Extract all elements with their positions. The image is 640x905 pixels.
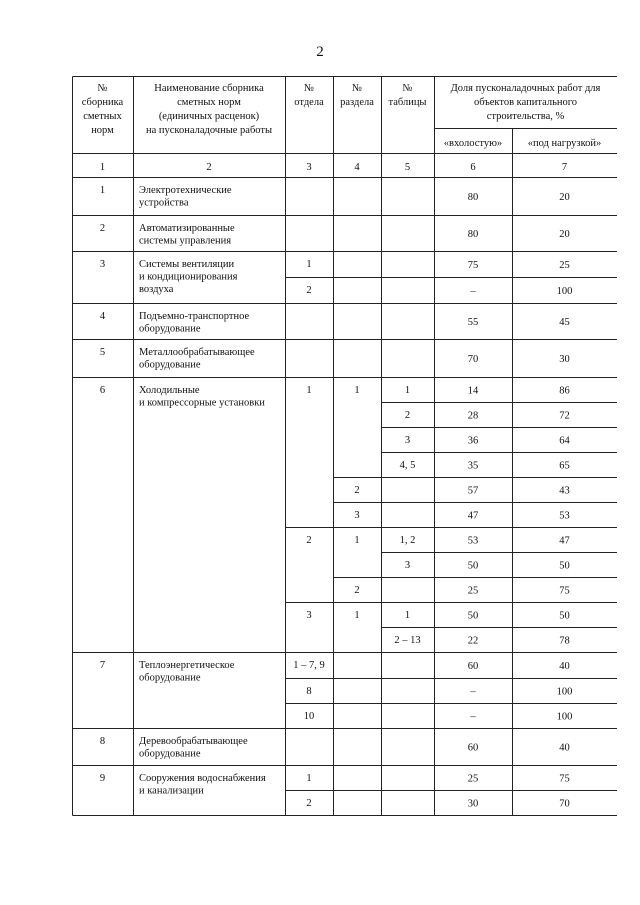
- share-under-load: 20: [559, 192, 570, 203]
- share-under-load: 40: [559, 661, 570, 672]
- collection-name: Подъемно-транспортное: [139, 311, 250, 322]
- share-under-load: 45: [559, 317, 570, 328]
- collection-name: оборудование: [139, 672, 201, 684]
- collection-number: 6: [99, 385, 106, 396]
- header-department-number: №: [303, 83, 315, 94]
- share-under-load: 65: [559, 460, 570, 472]
- share-under-load: 40: [559, 742, 570, 754]
- share-under-load: 78: [559, 635, 570, 647]
- collection-number: 8: [99, 736, 106, 747]
- header-collection-number: сметных: [83, 111, 122, 122]
- share-under-load: 30: [559, 354, 570, 365]
- header-section-number: раздела: [340, 97, 374, 108]
- share-under-load: 100: [556, 711, 573, 723]
- column-number: 5: [404, 162, 411, 173]
- column-number: 3: [306, 162, 312, 173]
- header-collection-name: на пусконаладочные работы: [145, 125, 273, 136]
- collection-name: воздуха: [139, 284, 174, 295]
- section-number: 1: [354, 535, 360, 546]
- share-under-load: 72: [559, 410, 570, 422]
- header-collection-name: сметных норм: [177, 97, 241, 108]
- table-number: 1, 2: [399, 535, 416, 546]
- department-number: 2: [306, 535, 312, 546]
- page-number: 2: [316, 44, 324, 60]
- share-under-load: 47: [559, 535, 570, 547]
- collection-name: Деревообрабатывающее: [139, 736, 248, 747]
- share-idle: 53: [467, 535, 479, 547]
- department-number: 1: [306, 385, 312, 396]
- share-idle: 47: [467, 510, 479, 522]
- share-idle: 25: [467, 585, 479, 597]
- collection-number: 3: [99, 259, 106, 270]
- share-idle: 35: [467, 460, 479, 472]
- share-under-load: 75: [559, 773, 570, 785]
- table-number: 2: [404, 410, 411, 421]
- department-number: 2: [306, 285, 312, 296]
- department-number: 2: [306, 798, 312, 809]
- share-idle: 25: [467, 773, 479, 785]
- share-under-load: 86: [559, 385, 570, 397]
- share-idle: 14: [467, 385, 479, 397]
- share-under-load: 25: [559, 260, 570, 271]
- header-collection-name: (единичных расценок): [158, 111, 260, 122]
- share-idle: 30: [467, 798, 479, 810]
- column-number: 2: [206, 162, 212, 173]
- share-under-load: 100: [556, 286, 573, 297]
- collection-name: Металлообрабатывающее: [139, 347, 255, 358]
- collection-name: устройства: [139, 197, 189, 209]
- share-idle: 75: [467, 260, 479, 271]
- share-idle: 80: [467, 192, 479, 203]
- table-number: 3: [404, 435, 411, 446]
- section-number: 3: [354, 510, 360, 521]
- share-idle: 28: [467, 410, 479, 422]
- share-idle: 50: [467, 560, 479, 572]
- header-share-title: строительства, %: [486, 111, 565, 122]
- collection-name: Автоматизированные: [139, 223, 235, 234]
- collection-name: оборудование: [139, 748, 201, 760]
- table-number: 1: [404, 610, 411, 621]
- share-idle: 57: [467, 485, 479, 497]
- share-under-load: 43: [559, 485, 570, 497]
- header-collection-number: №: [97, 83, 108, 94]
- share-idle: 50: [467, 610, 479, 622]
- header-under-load: «под нагрузкой»: [527, 138, 602, 149]
- department-number: 1: [306, 773, 312, 784]
- header-table-number: таблицы: [388, 97, 427, 108]
- table-number: 3: [404, 560, 411, 571]
- share-idle: –: [470, 286, 476, 297]
- header-section-number: №: [351, 83, 363, 94]
- norms-table-grid: [72, 76, 617, 831]
- collection-number: 7: [99, 660, 106, 671]
- share-under-load: 53: [559, 510, 570, 522]
- share-idle: 60: [467, 661, 479, 672]
- share-under-load: 70: [559, 798, 570, 810]
- collection-name: и канализации: [139, 785, 204, 797]
- header-collection-number: норм: [91, 125, 114, 136]
- header-share-title: Доля пусконаладочных работ для: [450, 83, 601, 94]
- department-number: 1: [306, 259, 312, 270]
- collection-name: Холодильные: [139, 385, 200, 396]
- header-collection-name: Наименование сборника: [154, 83, 264, 94]
- collection-name: и компрессорные установки: [139, 397, 265, 409]
- section-number: 1: [354, 610, 360, 621]
- collection-name: системы управления: [139, 235, 232, 247]
- share-under-load: 20: [559, 229, 570, 240]
- collection-number: 4: [99, 311, 106, 322]
- share-idle: –: [470, 711, 476, 723]
- department-number: 1 – 7, 9: [293, 660, 325, 671]
- share-idle: 36: [467, 435, 479, 447]
- section-number: 1: [354, 385, 360, 396]
- share-idle: 80: [467, 229, 479, 240]
- column-number: 7: [561, 162, 568, 173]
- collection-name: оборудование: [139, 359, 201, 371]
- column-number: 4: [354, 162, 360, 173]
- share-idle: –: [470, 686, 476, 698]
- department-number: 10: [303, 711, 315, 722]
- collection-name: Системы вентиляции: [139, 259, 235, 270]
- department-number: 8: [306, 686, 312, 697]
- header-idle: «вхолостую»: [443, 138, 503, 149]
- header-table-number: №: [402, 83, 413, 94]
- table-number: 2 – 13: [394, 635, 421, 646]
- collection-name: и кондиционирования: [139, 271, 238, 283]
- collection-number: 5: [99, 347, 106, 358]
- column-number: 1: [99, 162, 106, 173]
- share-idle: 55: [467, 317, 479, 328]
- header-collection-number: сборника: [81, 97, 124, 108]
- header-share-title: объектов капитального: [473, 97, 578, 108]
- share-idle: 70: [467, 354, 479, 365]
- share-under-load: 50: [559, 560, 570, 572]
- collection-name: Электротехнические: [139, 185, 232, 196]
- share-under-load: 50: [559, 610, 570, 622]
- collection-name: оборудование: [139, 323, 201, 335]
- norms-table: [72, 76, 617, 831]
- collection-number: 9: [99, 773, 106, 784]
- table-number: 4, 5: [399, 460, 416, 471]
- collection-name: Теплоэнергетическое: [139, 660, 235, 671]
- share-idle: 60: [467, 742, 479, 754]
- table-number: 1: [404, 385, 411, 396]
- column-number: 6: [470, 162, 476, 173]
- collection-name: Сооружения водоснабжения: [139, 773, 266, 784]
- share-under-load: 75: [559, 585, 570, 597]
- header-department-number: отдела: [294, 97, 324, 108]
- collection-number: 2: [99, 223, 106, 234]
- department-number: 3: [306, 610, 312, 621]
- section-number: 2: [354, 585, 360, 596]
- share-idle: 22: [467, 635, 479, 647]
- share-under-load: 100: [556, 686, 573, 698]
- section-number: 2: [354, 485, 360, 496]
- share-under-load: 64: [559, 435, 570, 447]
- collection-number: 1: [99, 185, 106, 196]
